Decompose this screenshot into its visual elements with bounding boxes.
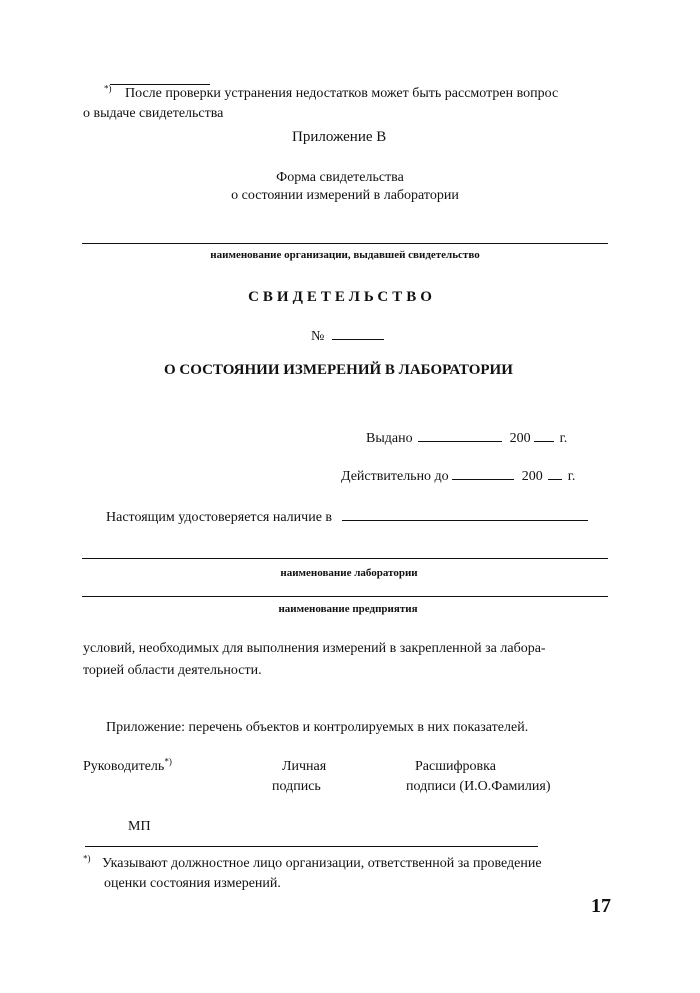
lab-caption: наименование лаборатории [280,567,418,579]
appendix-title: Приложение В [292,129,387,145]
valid-row [341,465,575,485]
issued-year-blank[interactable] [534,427,554,442]
certify-text: Настоящим удостоверяется наличие в [106,510,333,525]
certificate-title: СВИДЕТЕЛЬСТВО [248,289,436,305]
top-footnote-rule [110,84,210,85]
seal-label: МП [128,819,151,834]
page-number: 17 [591,895,611,917]
form-title-line2: о состоянии измерений в лаборатории [231,188,459,203]
issued-suffix: г. [559,431,568,446]
form-title-line1: Форма свидетельства [276,170,404,185]
issued-date-blank[interactable] [418,427,502,442]
decode-signature-line1: Расшифровка [415,759,496,774]
enterprise-name-line[interactable] [82,596,608,597]
decode-signature-line2: подписи (И.О.Фамилия) [406,779,551,794]
personal-signature-line2: подпись [272,779,321,794]
conditions-line1: условий, необходимых для выполнения измерений в закрепленной за лабора- [83,641,546,656]
head-label-row [83,756,172,775]
certificate-subtitle: О СОСТОЯНИИ ИЗМЕРЕНИЙ В ЛАБОРАТОРИИ [164,362,513,378]
bottom-footnote-line2: оценки состояния измерений. [104,876,281,891]
bottom-footnote-rule [85,846,538,847]
lab-name-line[interactable] [82,558,608,559]
conditions-line2: торией области деятельности. [83,663,262,678]
attachment-text: Приложение: перечень объектов и контролируемых в них показателей. [106,720,529,735]
personal-signature-line1: Личная [282,759,327,774]
head-label: Руководитель [83,759,165,774]
certify-blank[interactable] [342,506,588,521]
certificate-number [311,325,384,345]
enterprise-caption: наименование предприятия [278,603,418,615]
bottom-footnote-line1 [83,853,542,872]
bottom-footnote-text1: Указывают должностное лицо организации, ответственной за проведение [102,856,542,871]
number-blank[interactable] [332,325,384,340]
valid-year: 200 [521,469,543,484]
top-footnote-text1: После проверки устранения недостатков может быть рассмотрен вопрос [125,86,559,101]
number-label: № [311,329,325,344]
issued-row [366,427,567,447]
issued-label: Выдано [366,431,413,446]
issued-year: 200 [509,431,531,446]
top-footnote-line1 [104,83,559,102]
valid-year-blank[interactable] [548,465,562,480]
head-marker: *) [164,756,172,767]
certify-row [106,506,588,526]
bottom-footnote-marker: *) [83,853,91,864]
top-footnote-line2: о выдаче свидетельства [83,106,224,121]
valid-date-blank[interactable] [452,465,514,480]
valid-suffix: г. [567,469,576,484]
org-name-line[interactable] [82,243,608,244]
org-caption: наименование организации, выдавшей свидетельство [210,249,480,261]
top-footnote-marker: *) [104,83,112,94]
valid-label: Действительно до [341,469,449,484]
